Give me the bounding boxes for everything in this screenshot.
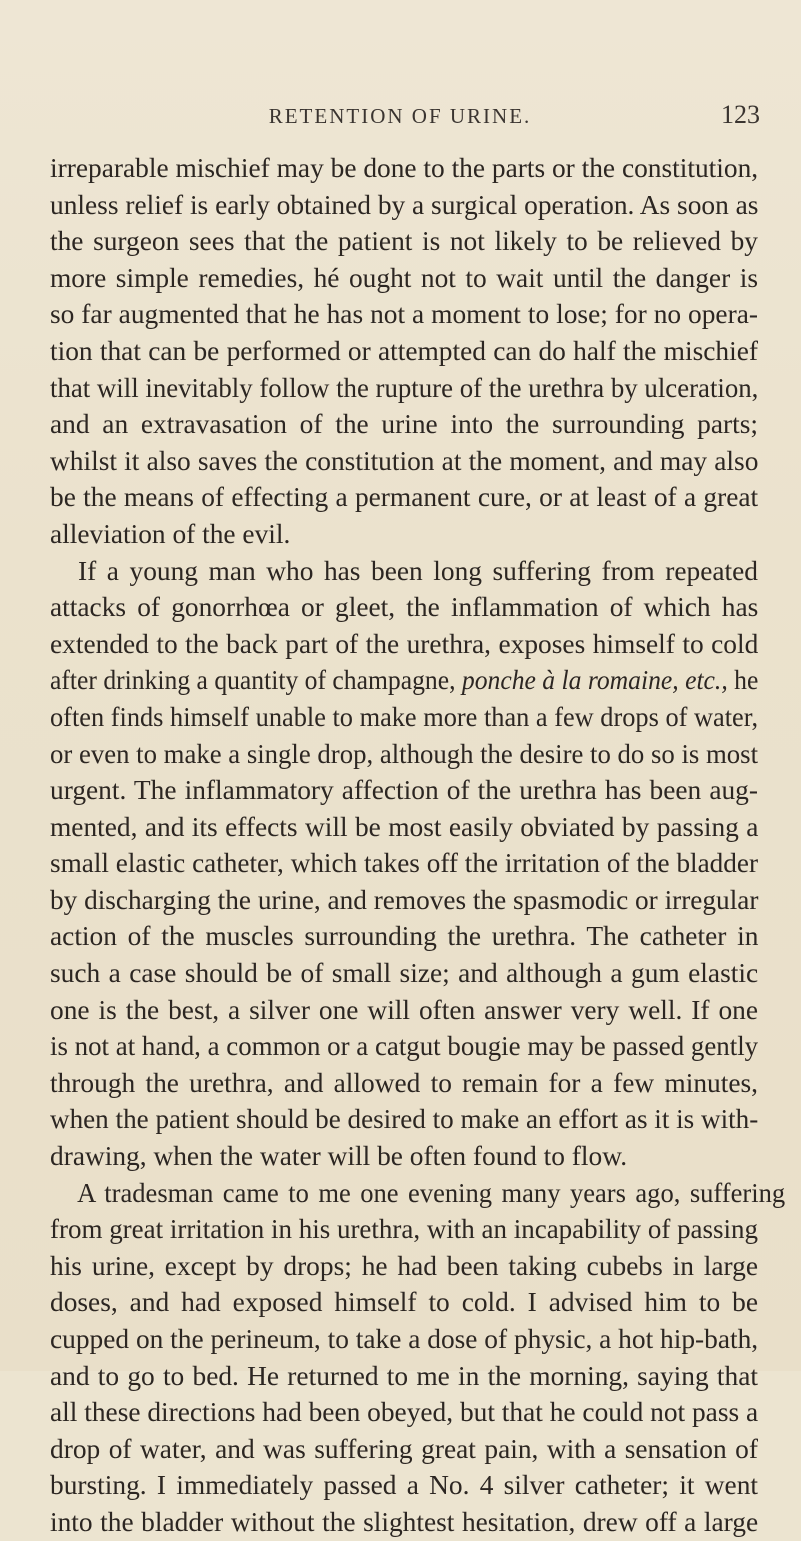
text-line: his urine, except by drops; he had been taking cubebs in large (50, 1250, 758, 1281)
running-head (60, 100, 760, 140)
text-line: more simple remedies, hé ought not to wait until the danger is (50, 262, 758, 293)
text-line: alleviation of the evil. (50, 518, 291, 549)
text-line: bursting. I immediately passed a No. 4 silver catheter; it went (50, 1470, 758, 1501)
text-line: into the bladder without the slightest hesitation, drew off a large (50, 1506, 759, 1537)
text-segment: he (727, 665, 759, 696)
text-line (50, 662, 758, 699)
text-line: from great irritation in his urethra, with an incapability of passing (50, 1214, 758, 1245)
text-line: so far augmented that he has not a moment to lose; for no opera- (50, 299, 758, 330)
text-line: small elastic catheter, which takes off the irritation of the bladder (50, 848, 759, 879)
text-line: be the means of effecting a permanent cure, or at least of a great (50, 482, 759, 513)
text-line: or even to make a single drop, although the desire to do so is most (50, 738, 759, 769)
text-line: that will inevitably follow the rupture of the urethra by ulceration, (50, 372, 759, 403)
text-line: all these directions had been obeyed, but that he could not pass a (50, 1397, 759, 1428)
text-line: If a young man who has been long suffering from repeated (78, 555, 758, 586)
text-line: irreparable mischief may be done to the parts or the constitution, (50, 153, 759, 183)
text-segment: after drinking a quantity of champagne, (50, 665, 456, 696)
text-line: mented, and its effects will be most easily obviated by passing a (50, 811, 759, 842)
text-line: extended to the back part of the urethra, exposes himself to cold (50, 628, 759, 659)
text-line: and to go to bed. He returned to me in the morning, saying that (50, 1360, 758, 1391)
text-line: attacks of gonorrhœa or gleet, the inflammation of which has (50, 592, 759, 623)
text-line: through the urethra, and allowed to remain for a few minutes, (50, 1067, 758, 1098)
text-line: drawing, when the water will be often found to flow. (50, 1141, 628, 1172)
text-line: A tradesman came to me one evening many years ago, suffering (77, 1177, 786, 1208)
page-number: 123 (721, 100, 760, 129)
text-line: tion that can be performed or attempted can do half the mischief (50, 335, 758, 366)
text-line: and an extravasation of the urine into the surrounding parts; (50, 409, 758, 440)
text-line: when the patient should be desired to make an effort as it is with- (50, 1104, 759, 1135)
italic-phrase: ponche à la romaine, etc., (461, 665, 728, 696)
text-line: such a case should be of small size; and although a gum elastic (50, 958, 759, 989)
text-line: doses, and had exposed himself to cold. I advised him to be (50, 1287, 758, 1318)
text-line: cupped on the perineum, to take a dose of physic, a hot hip-bath, (50, 1324, 759, 1354)
text-line: drop of water, and was suffering great pain, with a sensation of (50, 1433, 758, 1464)
running-title: RETENTION OF URINE. (268, 104, 532, 128)
text-line: is not at hand, a common or a catgut bougie may be passed gently (50, 1031, 759, 1062)
body-text (50, 150, 786, 1541)
text-line: action of the muscles surrounding the urethra. The catheter in (50, 921, 759, 952)
text-line: one is the best, a silver one will often answer very well. If one (50, 994, 758, 1025)
text-line: by discharging the urine, and removes the spasmodic or irregular (50, 884, 759, 915)
text-line: whilst it also saves the constitution at the moment, and may also (50, 445, 759, 476)
text-line: often finds himself unable to make more than a few drops of water, (50, 701, 759, 732)
text-line: urgent. The inflammatory affection of the urethra has been aug- (50, 775, 758, 806)
text-line: unless relief is early obtained by a surgical operation. As soon as (50, 189, 759, 220)
text-line: the surgeon sees that the patient is not likely to be relieved by (50, 226, 758, 257)
